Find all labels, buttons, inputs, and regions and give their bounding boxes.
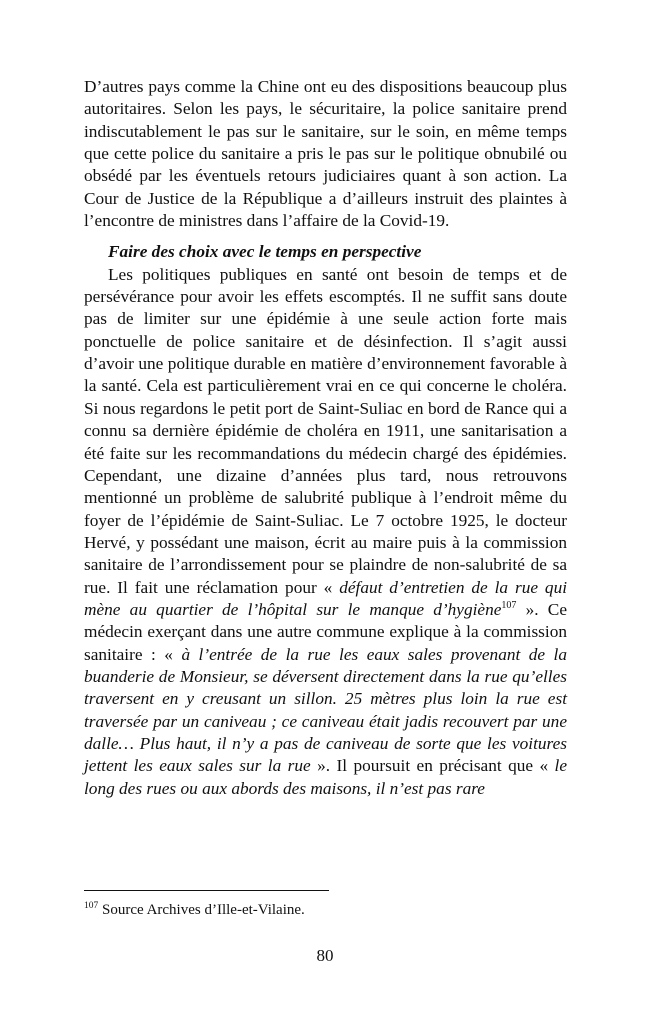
paragraph-covid-context: D’autres pays comme la Chine ont eu des dispositions beaucoup plus autoritaires. Selon les pays, le sécuritaire, la police sanitaire prend indiscutablement le pas sur le sanitaire, sur le soin, en même temps que cette police du sanitaire a pris le pas sur le politique obnubilé ou obsédé par les éventuels retours judiciaires quant à son action. La Cour de Justice de la République a d’ailleurs instruit des plaintes à l’encontre de ministres dans l’affaire de la Covid-19. — [84, 77, 567, 231]
page-number: 80 — [316, 946, 334, 965]
footnote — [84, 900, 564, 920]
body-text — [84, 76, 567, 800]
quote-commission-sanitaire: à l’entrée de la rue les eaux sales provenant de la buanderie de Monsieur, se déversent directement dans la rue qu’elles traversent en y creusant un sillon. 25 mètres plus loin la rue est traversée par un caniveau ; ce caniveau était jadis recouvert par une dalle… Plus haut, il n’y a pas de caniveau de sorte que les voitures jettent les eaux sales sur la rue — [84, 644, 567, 776]
footnote-separator — [84, 890, 329, 891]
paragraph-text: ». Ce médecin exerçant dans une autre commune explique à la commission sanitaire : « — [84, 599, 567, 664]
paragraph-text: Les politiques publiques en santé ont besoin de temps et de persévérance pour avoir les effets escomptés. Il ne suffit sans doute pas de limiter sur une épidémie à une seule action forte mais ponctuelle de police sanitaire et de désinfection. Il s’agit aussi d’avoir une politique durable en matière d’environnement favorable à la santé. Cela est particulièrement vrai en ce qui concerne le choléra. Si nous regardons le petit port de Saint-Suliac en bord de Rance qui a connu sa dernière épidémie de choléra en 1911, une sanitarisation a été faite sur les recommandations du médecin chargé des épidémies. Cependant, une dizaine d’années plus tard, nous retrouvons mentionné un problème de salubrité publique à l’endroit même du foyer de l’épidémie de Saint-Suliac. Le 7 octobre 1925, le docteur Hervé, y possédant une maison, écrit au maire puis à la commission sanitaire de l’arrondissement pour se plaindre de non-salubrité de sa rue. Il fait une réclamation pour « — [84, 264, 567, 597]
paragraph-text: ». Il poursuit en précisant que « — [310, 756, 555, 776]
section-heading: Faire des choix avec le temps en perspective — [108, 242, 422, 262]
footnote-number: 107 — [84, 901, 99, 911]
footnote-reference[interactable]: 107 — [501, 599, 517, 611]
quote-defaut-entretien: défaut d’entretien de la rue qui mène au quartier de l’hôpital sur le manque d’hygiène — [84, 577, 568, 619]
footnote-text: Source Archives d’Ille-et-Vilaine. — [98, 902, 305, 918]
paragraph-saint-suliac — [84, 264, 567, 800]
quote-abords-maisons: le long des rues ou aux abords des maisons, il n’est pas rare — [84, 756, 567, 798]
